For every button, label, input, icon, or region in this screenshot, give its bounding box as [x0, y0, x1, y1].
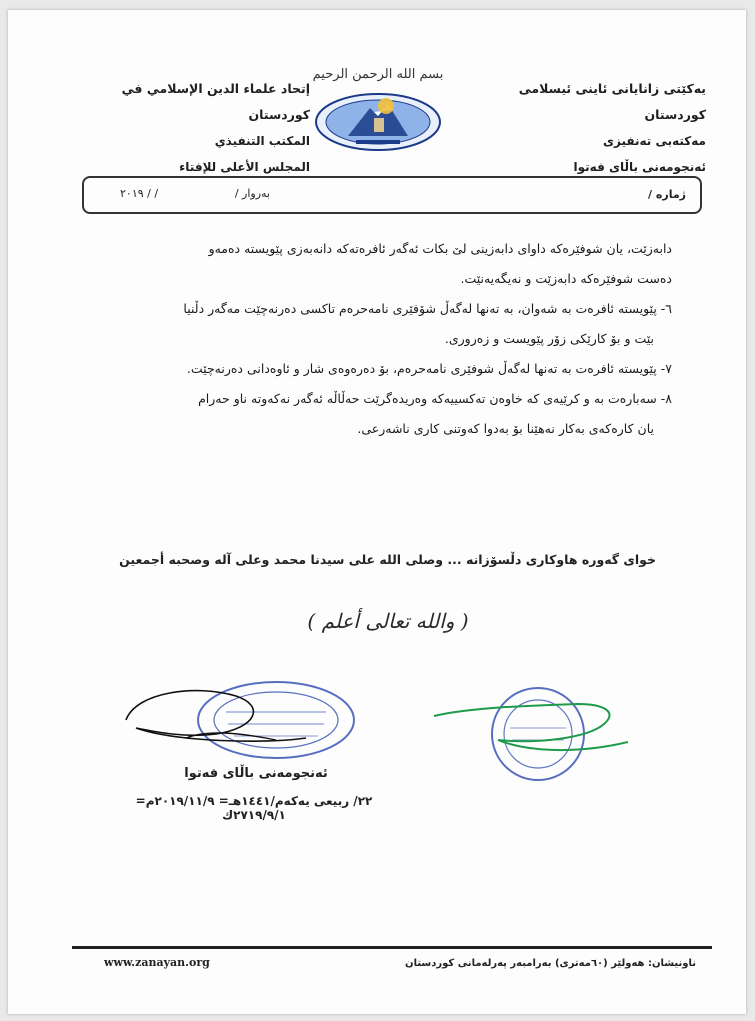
- organization-logo: [308, 60, 448, 160]
- body-line: دابەزێت، یان شوفێرەكە داوای دابەزینی لێ بكات ئەگەر ئافرەتەكە دانەبەزی پێویستە دەمەو: [208, 241, 672, 256]
- header-kurdish: [476, 76, 706, 180]
- office-name-arabic: المكتب التنفيذي: [214, 134, 310, 148]
- executive-office-seal: [428, 682, 628, 782]
- document-page: [8, 10, 746, 1014]
- body-item-6: ٦- پێویستە ئافرەت بە شەوان، بە تەنها لەگەڵ شۆفێری نامەحرەم تاكسی دەرنەچێت مەگەر دڵنیا: [183, 301, 672, 316]
- footer-divider: [72, 946, 712, 949]
- reference-box: [82, 176, 702, 214]
- body-line: دەست شوفێرەكە دابەزێت و نەیگەیەنێت.: [460, 271, 672, 286]
- office-name-kurdish: مەكتەبی تەنفیزی: [603, 134, 706, 148]
- closing-line: خوای گەورە هاوكاری دڵسۆزانە ... وصلى الله على سيدنا محمد وعلى آله وصحبه أجمعين: [119, 552, 656, 567]
- header-arabic: [80, 76, 310, 180]
- basmala-calligraphy: بسم الله الرحمن الرحيم: [312, 67, 444, 82]
- document-body: [72, 234, 672, 444]
- body-line: بێت و بۆ كارێكی زۆر پێویست و زەروری.: [444, 331, 654, 346]
- signature-date: ٢٢/ ربیعی یەكەم/١٤٤١هـ= ٢٠١٩/١١/٩م= ٢٧١٩/٩/١ك: [135, 794, 373, 822]
- council-name-kurdish: ئەنجومەنی باڵای فەتوا: [573, 160, 706, 174]
- signature-with-seal: [116, 672, 366, 772]
- org-name-arabic: إتحاد علماء الدين الإسلامي في كوردستان: [121, 81, 310, 122]
- signatory-council: ئەنجومەنی باڵای فەتوا: [184, 766, 328, 781]
- svg-text:( والله تعالى أعلم ): ( والله تعالى أعلم ): [307, 609, 469, 633]
- reference-date-label: بەروار /: [234, 187, 270, 200]
- reference-number-label: ژمارە /: [648, 188, 686, 201]
- org-name-kurdish: یەكێتی زانایانی ئاینی ئیسلامی كوردستان: [518, 81, 706, 122]
- reference-date-value: ٢٠١٩ / /: [120, 187, 159, 200]
- handwritten-closing: [268, 600, 508, 640]
- footer-website: www.zanayan.org: [104, 956, 210, 969]
- body-line: یان كارەكەی بەكار نەهێنا بۆ بەدوا كەوتنی كاری ناشەرعی.: [357, 421, 654, 436]
- council-name-arabic: المجلس الأعلى للإفتاء: [179, 160, 310, 174]
- body-item-8: ٨- سەبارەت بە و كرێیەی كە خاوەن تەكسییەكە وەریدەگرێت حەڵاڵە ئەگەر نەكەوتە ناو حەرام: [198, 391, 672, 406]
- body-item-7: ٧- پێویستە ئافرەت بە تەنها لەگەڵ شوفێری نامەحرەم، بۆ دەرەوەی شار و ئاوەدانی دەرنەچێت.: [186, 361, 672, 376]
- footer-address: ناونیشان: هەولێر (٦٠مەتری) بەرامبەر پەرلەمانی كوردستان: [405, 958, 696, 969]
